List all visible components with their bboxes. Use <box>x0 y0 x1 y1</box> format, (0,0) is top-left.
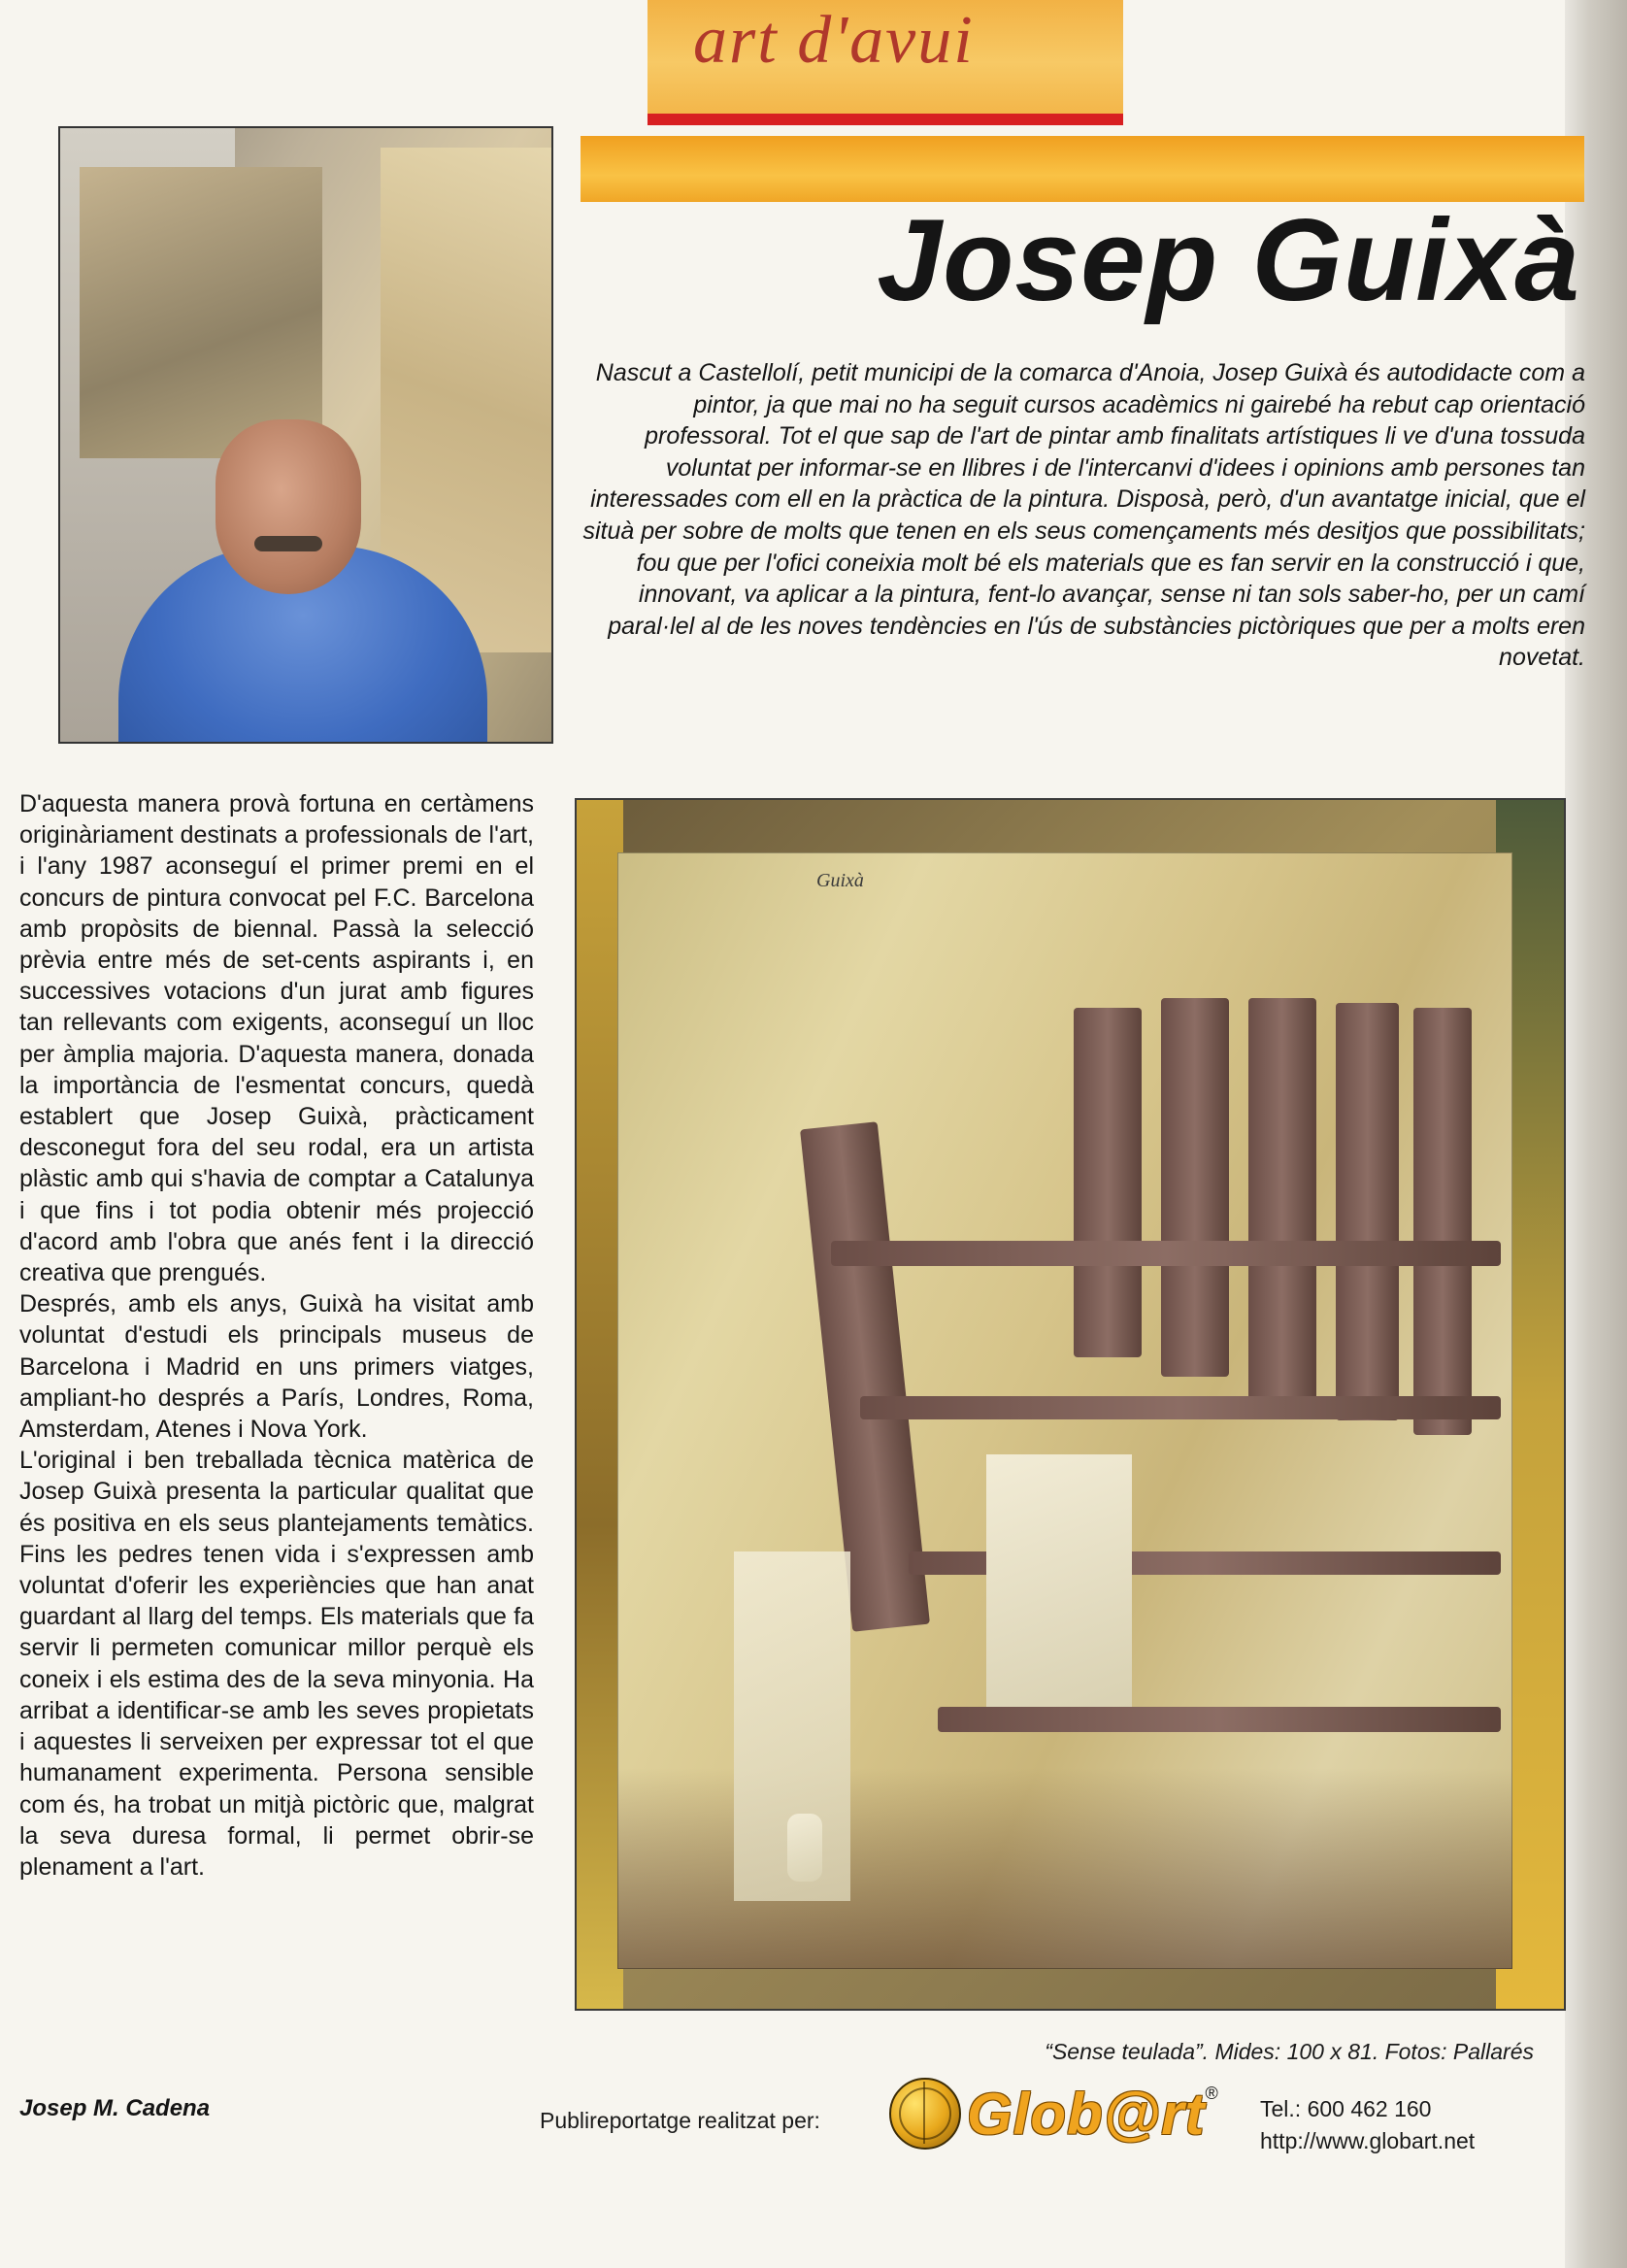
portrait-canvas-left <box>80 167 322 458</box>
portrait-mustache <box>254 536 322 551</box>
painting-beam <box>1161 998 1229 1377</box>
painting-canvas <box>617 852 1512 1969</box>
logo-wordmark: Glob@rt <box>967 2081 1206 2147</box>
section-label: art d'avui <box>693 3 975 78</box>
painting-caption: “Sense teulada”. Mides: 100 x 81. Fotos: Pallarés <box>1045 2039 1534 2064</box>
article-title: Josep Guixà <box>877 195 1580 325</box>
contact-phone: Tel.: 600 462 160 <box>1260 2096 1432 2121</box>
contact-url[interactable]: http://www.globart.net <box>1260 2128 1476 2153</box>
painting-beam <box>938 1707 1501 1732</box>
trademark-symbol: ® <box>1205 2084 1218 2103</box>
painting-beam <box>1248 998 1316 1406</box>
body-paragraph: Després, amb els anys, Guixà ha visitat amb voluntat d'estudi els principals museus de Barcelona i Madrid en uns primers viatges, ampliant-ho després a París, Londres, Roma, Amsterdam, Atenes i Nova York. <box>19 1290 534 1444</box>
contact-info <box>1260 2093 1475 2157</box>
painting-beam <box>831 1241 1501 1266</box>
globart-logo <box>889 2078 1218 2150</box>
painting-light-patch <box>986 1454 1132 1707</box>
article-body <box>19 788 534 1883</box>
section-header <box>647 0 1123 125</box>
article-intro: Nascut a Castellolí, petit municipi de la comarca d'Anoia, Josep Guixà és autodidacte com a pintor, ja que mai no ha seguit cursos acadèmics ni gairebé ha rebut cap orientació professoral. Tot el que sap de l'art de pintar amb finalitats artístiques li ve d'una tossuda voluntat per informar-se en llibres i de l'intercanvi d'idees i opinions amb persones tan interessades com ell en la pràctica de la pintura. Disposà, però, d'un avantatge inicial, que el situà per sobre de molts que tenen en els seus començaments més desitjos que possibilitats; fou que per l'ofici coneixia molt bé els materials que es fan servir en la construcció i que, innovant, va aplicar a la pintura, fent-lo avançar, sense ni tan sols saber-ho, per un camí paral·lel al de les noves tendències en l'ús de substàncies pictòriques que per a molts eren novetat. <box>582 359 1585 672</box>
article-byline: Josep M. Cadena <box>19 2095 211 2121</box>
painting-beam <box>860 1396 1501 1419</box>
painting-beam <box>1413 1008 1472 1435</box>
body-paragraph: D'aquesta manera provà fortuna en certàmens originàriament destinats a professionals de l'art, i l'any 1987 aconseguí el primer premi en el concurs de pintura convocat pel F.C. Barcelona amb propòsits de biennal. Passà la selecció prèvia entre més de set-cents aspirants i, en successives votacions d'un jurat amb figures tan rellevants com exigents, aconseguí un lloc per àmplia majoria. D'aquesta manera, donada la importància de l'esmentat concurs, quedà establert que Josep Guixà, pràcticament desconegut fora del seu rodal, era un artista plàstic amb qui s'havia de comptar a Catalunya i que fins i tot podia obtenir més projecció d'acord amb l'obra que anés fent i la direcció creativa que prengués. <box>19 790 534 1287</box>
page-edge <box>1565 0 1627 2268</box>
publireportatge-label: Publireportatge realitzat per: <box>540 2108 820 2133</box>
portrait-head <box>216 419 361 594</box>
painting-beam <box>1336 1003 1399 1420</box>
painting-light-patch <box>787 1814 822 1882</box>
studio-background-left <box>577 800 623 2009</box>
painting-photo <box>575 798 1566 2011</box>
body-paragraph: L'original i ben treballada tècnica matèrica de Josep Guixà presenta la particular qualitat que és positiva en els seus plantejaments temàtics. Fins les pedres tenen vida i s'expressen amb voluntat d'oferir les experiències que han anat guardant al llarg del temps. Els materials que fa servir li permeten comunicar millor perquè els coneix i els estima des de la seva minyonia. Ha arribat a identificar-se amb les seves propietats i aquestes li serveixen per expressar tot el que humanament experimenta. Persona sensible com és, ha trobat un mitjà pictòric que, malgrat la seva duresa formal, li permet obrir-se plenament a l'art. <box>19 1447 534 1881</box>
globe-icon <box>889 2078 961 2150</box>
artist-portrait <box>58 126 553 744</box>
painting-signature: Guixà <box>816 870 864 891</box>
painting-beam <box>1074 1008 1142 1357</box>
